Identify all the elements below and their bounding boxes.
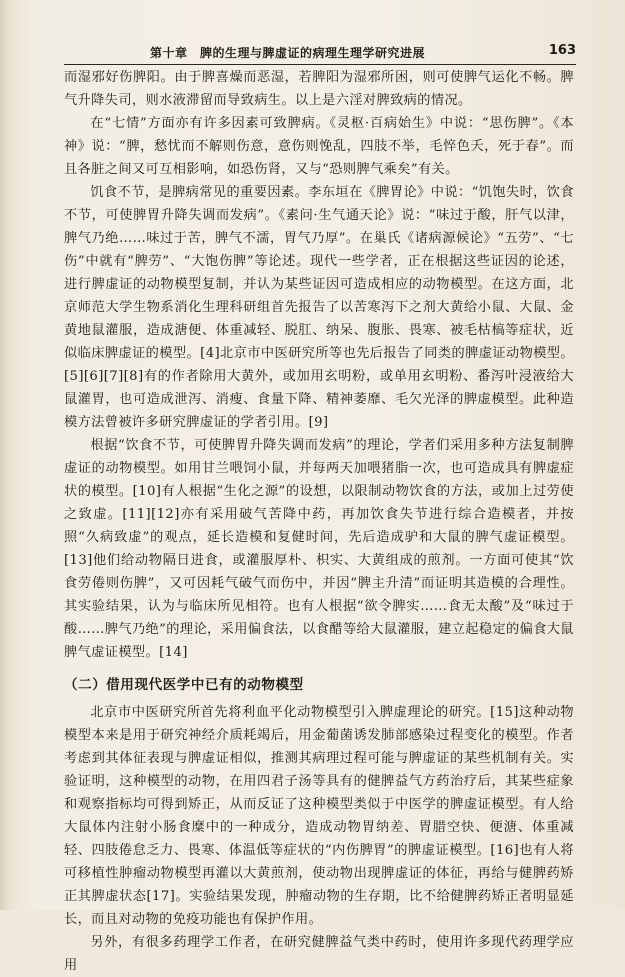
page-gutter-shadow — [0, 0, 10, 910]
paragraph-modern-models: 北京市中医研究所首先将利血平化动物模型引入脾虚理论的研究。[15]这种动物模型本来是用于研究神经介质耗竭后，用金葡菌诱发肺部感染过程变化的模型。作者考虑到其体征表现与脾虚证相似，推测其病理过程可能与脾虚证的某些机制有关。实验证明，这种模型的动物，在用四君子汤等具有的健脾益气方药治疗后，其某些症象和观察指标均可得到矫正，从而反证了这种模型类似于中医学的脾虚证模型。有人给大鼠体内注射小肠食糜中的一种成分，造成动物胃纳差、胃腊空快、便溏、体重减轻、四肢倦怠乏力、畏寒、体温低等症状的“内伤脾胃”的脾虚证模型。[16]也有人将可移植性肿瘤动物模型再灌以大黄煎剂，使动物出现脾虚证的体征，再给与健脾药矫正其脾虚状态[17]。实验结果发现，肿瘤动物的生存期，比不给健脾药矫正者明显延长，而且对动物的免疫功能也有保护作用。 — [64, 705, 574, 927]
paragraph-diet-models: 根据“饮食不节，可使脾胃升降失调而发病”的理论，学者们采用多种方法复制脾虚证的动物模型。如用甘兰喂饲小鼠，并每两天加喂猪脂一次，也可造成具有脾虚症状的模型。[10]有人根据“生化之源”的设想，以限制动物饮食的方法，或加上过劳使之致虚。[11][12]亦有采用破气苦降中药，再加饮食失节进行综合造模者，并按照“久病致虚”的观点，延长造模和复健时间，先后造成驴和大鼠的脾气虚证模型。[13]他们给动物隔日进食，或灌服厚朴、枳实、大黄组成的煎剂。一方面可使其“饮食劳倦则伤脾”，又可因耗气破气而伤中，并因“脾主升清”而证明其造模的合理性。其实验结果，认为与临床所见相符。也有人根据“欲令脾实……食无太酸”及“味过于酸……脾气乃绝”的理论，采用偏食法，以食醋等给大鼠灌服，建立起稳定的偏食大鼠脾气虚证模型。[14] — [64, 438, 574, 660]
body-text — [64, 66, 574, 977]
paragraph-seven-emotions: 在“七情”方面亦有许多因素可致脾病。《灵枢·百病始生》中说：“思伤脾”。《本神》说：“脾，愁忧而不解则伤意，意伤则悗乱，四肢不举，毛悴色夭，死于春”。而且各脏之间又可互相影响，如恐伤肾，又与“恐则脾气乘矣”有关。 — [64, 116, 574, 177]
paragraph-continuation: 而湿邪好伤脾阳。由于脾喜燥而恶湿，若脾阳为湿邪所困，则可使脾气运化不畅。脾气升降失司，则水液滞留而导致病生。以上是六淫对脾致病的情况。 — [64, 70, 574, 108]
page-number: 163 — [548, 43, 576, 58]
paragraph-pharmacology: 另外，有很多药理学工作者，在研究健脾益气类中药时，使用许多现代药理学应用 — [64, 935, 574, 973]
paragraph-diet-irregularity: 饥食不节，是脾病常见的重要因素。李东垣在《脾胃论》中说：“饥饱失时，饮食不节，可使脾胃升降失调而发病”。《素问·生气通天论》说：“味过于酸，肝气以津，脾气乃绝……味过于苦，脾气不濡，胃气乃厚”。在巢氏《诸病源候论》“五劳”、“七伤”中就有“脾劳”、“大饱伤脾”等论述。现代一些学者，正在根据这些证因的论述，进行脾虚证的动物模型复制，并认为某些证因可造成相应的动物模型。在这方面，北京师范大学生物系消化生理科研组首先报告了以苦寒泻下之剂大黄给小鼠、大鼠、金黄地鼠灌服，造成溏便、体重减轻、脱肛、纳呆、腹胀、畏寒、被毛枯槁等症状，近似临床脾虚证的模型。[4]北京市中医研究所等也先后报告了同类的脾虚证动物模型。[5][6][7][8]有的作者除用大黄外，或加用玄明粉，或单用玄明粉、番泻叶浸液给大鼠灌胃，也可造成泄泻、消瘦、食量下降、精神萎靡、毛欠光泽的脾虚模型。此种造模方法曾被许多研究脾虚证的学者引用。[9] — [64, 185, 574, 430]
chapter-title: 第十章 脾的生理与脾虚证的病理生理学研究进展 — [150, 46, 426, 60]
section-heading: （二）借用现代医学中已有的动物模型 — [64, 677, 304, 693]
running-header — [64, 42, 576, 65]
